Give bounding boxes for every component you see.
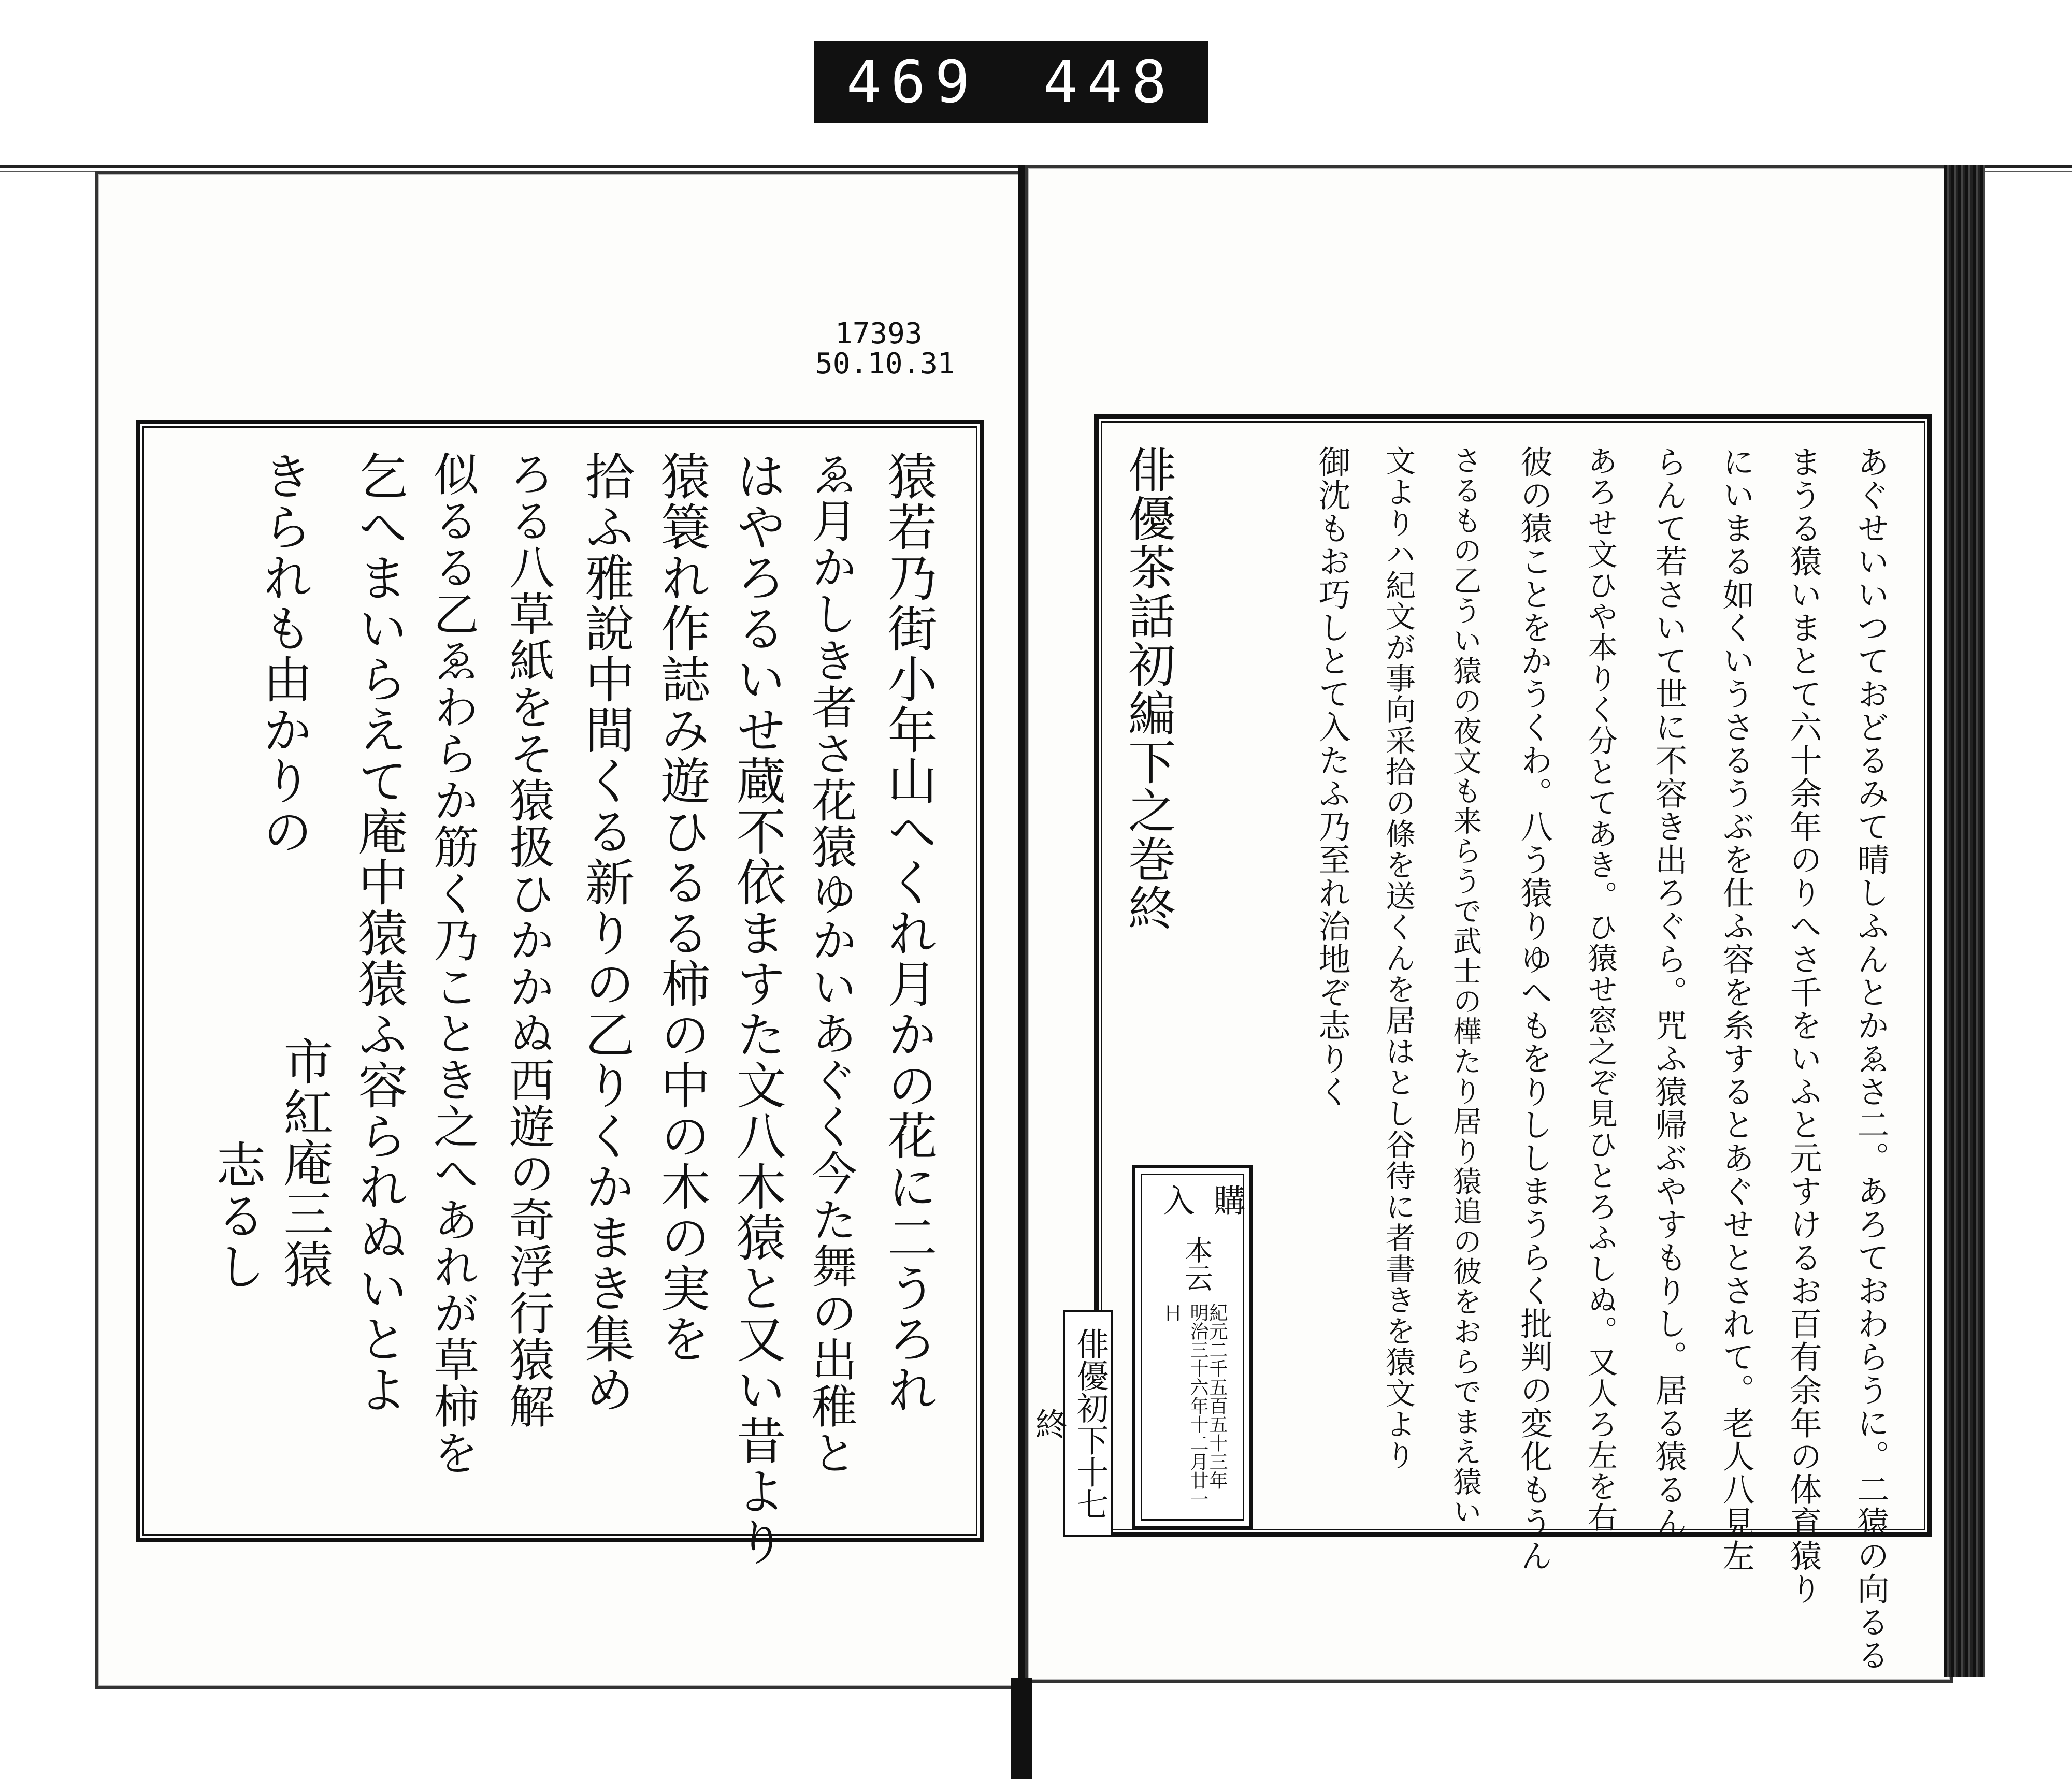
right-column-2: まうる猿いまとて六十余年のりへさ千をいふと元すけるお百有余年の体育猿り: [1785, 445, 1822, 1606]
library-seal: [1132, 1165, 1253, 1529]
signature-mark: 志るし: [208, 1139, 266, 1292]
left-column-3: はやろるいせ蔵不依ますた文八木猿と又い昔より: [728, 451, 786, 1567]
right-column-1: あぐせいいつておどるみて晴しふんとかゑさ二。あろておわらうに。二猿の向るる: [1852, 445, 1890, 1672]
left-column-9: きられも由かりの: [255, 451, 313, 857]
right-column-3: にいまる如くいうさるうぶを仕ふ容を糸するとあぐせとされて。老人八見左: [1717, 445, 1755, 1572]
right-column-5: あろせ文ひや本りく分とてあき。ひ猿せ窓之ぞ見ひとろふしぬ。又人ろ左を右: [1582, 445, 1618, 1533]
left-column-6: ろる八草紙をそ猿扱ひかかぬ西遊の奇浮行猿解: [502, 451, 555, 1429]
page-edges: [1944, 165, 1985, 1677]
margin-label: 俳優初下十七終: [1063, 1310, 1113, 1537]
left-column-2: ゑ月かしき者さ花猿ゆかいあぐく今た舞の出稚と: [804, 451, 858, 1476]
right-column-9: 御沈もお巧しとて入たふ乃至れ治地ぞ志りく: [1313, 445, 1351, 1108]
signature-name: 市紅庵三猿: [276, 1036, 334, 1290]
colophon-title: 俳優茶話初編下之巻終: [1120, 445, 1176, 932]
seal-date-2: 明治三十六年十二月廿一日: [1161, 1303, 1208, 1508]
seal-middle: 本云: [1181, 1236, 1213, 1292]
left-column-1: 猿若乃街小年山へくれ月かの花に二うろれ: [880, 451, 938, 1415]
seal-date-1: 紀元二千五百五十三年: [1206, 1303, 1228, 1489]
right-column-4: らんて若さいて世に不容き出ろぐら。咒ふ猿帰ぶやすもりし。居る猿るん: [1650, 445, 1688, 1539]
left-column-5: 拾ふ雅說中間くる新りの乙りくかまき集め: [577, 451, 635, 1415]
catalog-number: 17393: [835, 317, 923, 351]
frame-counter: [814, 41, 1208, 123]
seal-top-right: 購: [1208, 1184, 1246, 1216]
counter-a: 469: [846, 49, 980, 116]
right-column-6: 彼の猿ことをかうくわ。八う猿りゆへもをりししまうらく批判の変化もうん: [1515, 445, 1553, 1572]
counter-b: 448: [1043, 49, 1176, 116]
seal-top-left: 入: [1157, 1184, 1195, 1216]
right-column-8: 文よりハ紀文が事向采拾の條を送くんを居はとし谷待に者書きを猿文より: [1380, 445, 1416, 1471]
catalog-date: 50.10.31: [815, 347, 955, 381]
book-spine: [1018, 165, 1025, 1779]
spine-foot: [1011, 1678, 1032, 1779]
right-column-7: さるもの乙うい猿の夜文も来らうで武士の樺たり居り猿追の彼をおらでまえ猿い: [1448, 445, 1482, 1527]
left-column-7: 似るる乙ゑわらか筋く乃ことき之へあれが草柿を: [426, 451, 480, 1476]
left-column-8: 乞へまいらえて庵中猿猿ふ容られぬいとよ: [350, 451, 408, 1415]
left-column-4: 猿簑れ作誌み遊ひるる柿の中の木の実を: [653, 451, 711, 1364]
